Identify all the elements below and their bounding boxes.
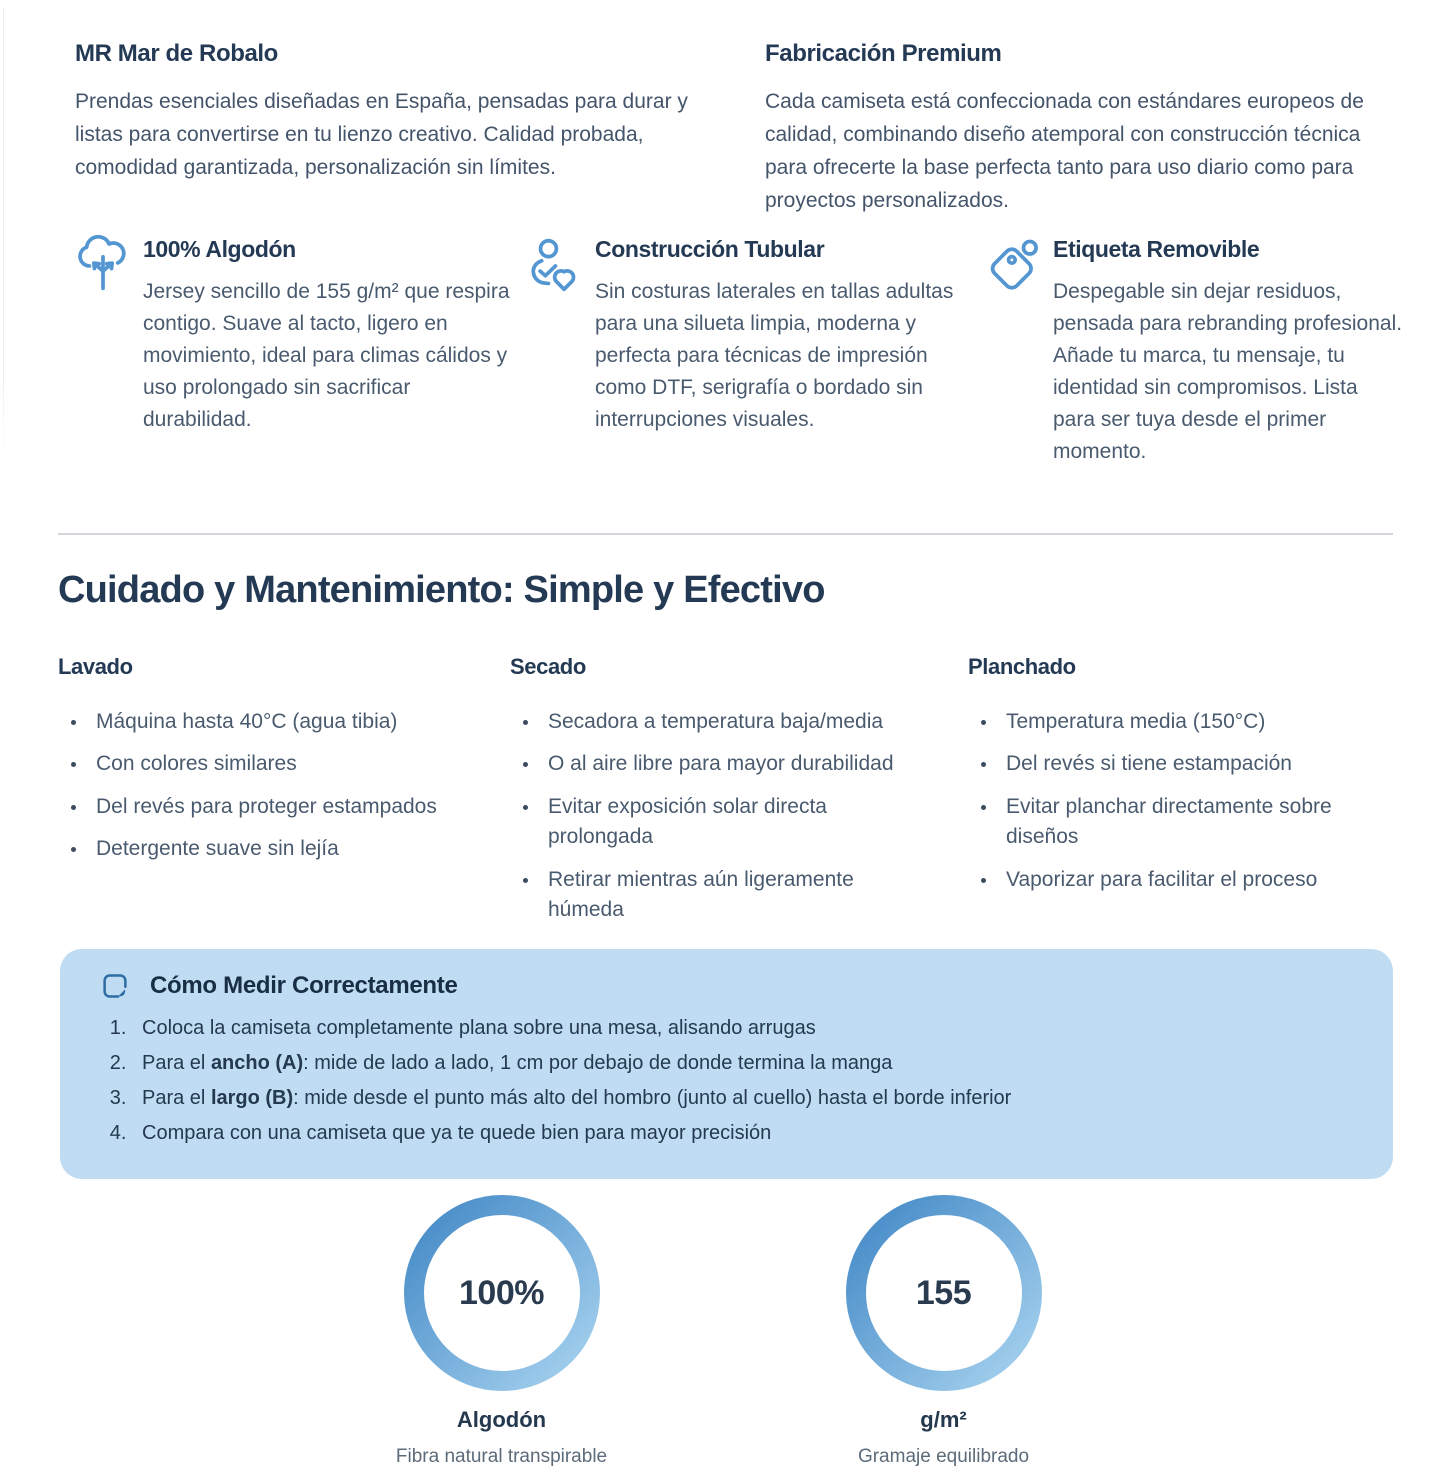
page-edge-divider xyxy=(3,8,4,460)
feature-cotton-title: 100% Algodón xyxy=(143,236,296,263)
care-column-planchado xyxy=(968,654,1445,937)
list-item: • Del revés si tiene estampación xyxy=(998,749,1388,779)
feature-label-body: Despegable sin dejar residuos, pensada para rebranding profesional. Añade tu marca, tu mensaje, tu identidad sin compromisos. Lista para ser tuya desde el primer momento. xyxy=(1053,280,1403,463)
care-columns xyxy=(0,654,1445,937)
list-item: • Evitar exposición solar directa prolongada xyxy=(540,792,930,853)
list-item: • Vaporizar para facilitar el proceso xyxy=(998,865,1388,895)
cotton-stat-label: Algodón xyxy=(456,1407,547,1433)
list-item: • Retirar mientras aún ligeramente húmeda xyxy=(540,865,930,926)
list-item: 1. Coloca la camiseta completamente plana sobre una mesa, alisando arrugas xyxy=(132,1015,1353,1042)
cotton-plant-icon xyxy=(75,237,131,299)
price-tag-icon xyxy=(985,237,1041,299)
cotton-stat-sublabel: Fibra natural transpirable xyxy=(395,1446,608,1468)
list-item: • Temperatura media (150°C) xyxy=(998,707,1388,737)
intro-section xyxy=(0,40,1445,217)
feature-cotton xyxy=(75,235,527,467)
care-lavado-title: Lavado xyxy=(58,654,133,680)
care-planchado-title: Planchado xyxy=(968,654,1076,680)
care-secado-title: Secado xyxy=(510,654,586,680)
feature-label-text xyxy=(1053,235,1405,467)
measure-title: Cómo Medir Correctamente xyxy=(150,972,458,1000)
care-section-title: Cuidado y Mantenimiento: Simple y Efectivo xyxy=(58,568,825,611)
feature-tubular-text xyxy=(595,235,967,435)
list-item: 2. Para el ancho (A): mide de lado a lado, 1 cm por debajo de donde termina la manga xyxy=(132,1050,1353,1077)
section-divider xyxy=(58,533,1393,535)
premium-description: Cada camiseta está confeccionada con estándares europeos de calidad, combinando diseño atemporal con construcción técnica para ofrecerte la base perfecta tanto para uso diario como para proyectos personalizados. xyxy=(765,89,1364,213)
feature-label xyxy=(985,235,1405,467)
feature-tubular-body: Sin costuras laterales en tallas adultas para una silueta limpia, moderna y perfecta para técnicas de impresión como DTF, serigrafía o bordado sin interrupciones visuales. xyxy=(595,280,954,431)
care-lavado-list xyxy=(58,707,478,865)
care-column-lavado xyxy=(58,654,510,937)
note-ruler-icon xyxy=(100,971,130,1001)
features-row xyxy=(0,235,1445,467)
list-item: 4. Compara con una camiseta que ya te quede bien para mayor precisión xyxy=(132,1120,1353,1147)
brand-title: MR Mar de Robalo xyxy=(75,40,278,67)
intro-premium-column xyxy=(765,40,1395,217)
care-planchado-list xyxy=(968,707,1388,895)
list-item: • Máquina hasta 40°C (agua tibia) xyxy=(88,707,478,737)
list-item: • Con colores similares xyxy=(88,749,478,779)
list-item: • Evitar planchar directamente sobre diseños xyxy=(998,792,1388,853)
measure-callout xyxy=(60,949,1393,1179)
stats-row xyxy=(0,1195,1445,1468)
list-item: • Detergente suave sin lejía xyxy=(88,834,478,864)
brand-description: Prendas esenciales diseñadas en España, pensadas para durar y listas para convertirse en tu lienzo creativo. Calidad probada, comodidad garantizada, personalización sin límites. xyxy=(75,89,688,180)
care-column-secado xyxy=(510,654,968,937)
measure-header xyxy=(100,971,1353,1001)
list-item: • O al aire libre para mayor durabilidad xyxy=(540,749,930,779)
weight-stat-label: g/m² xyxy=(920,1407,967,1433)
weight-ring-value: 155 xyxy=(915,1273,972,1312)
stat-weight xyxy=(814,1195,1074,1468)
feature-cotton-body: Jersey sencillo de 155 g/m² que respira contigo. Suave al tacto, ligero en movimiento, ideal para climas cálidos y uso prolongado sin sacrificar durabilidad. xyxy=(143,280,510,431)
feature-tubular xyxy=(527,235,985,467)
intro-brand-column xyxy=(75,40,715,217)
feature-label-title: Etiqueta Removible xyxy=(1053,236,1260,263)
stat-cotton xyxy=(372,1195,632,1468)
list-item: • Secadora a temperatura baja/media xyxy=(540,707,930,737)
premium-title: Fabricación Premium xyxy=(765,40,1002,67)
cotton-ring-value: 100% xyxy=(459,1273,544,1312)
list-item: 3. Para el largo (B): mide desde el punto más alto del hombro (junto al cuello) hasta el borde inferior xyxy=(132,1085,1353,1112)
feature-cotton-text xyxy=(143,235,515,435)
cotton-progress-ring xyxy=(404,1195,600,1391)
care-secado-list xyxy=(510,707,930,926)
list-item: • Del revés para proteger estampados xyxy=(88,792,478,822)
measure-steps-list xyxy=(100,1015,1353,1147)
person-heart-icon xyxy=(527,237,583,299)
weight-stat-sublabel: Gramaje equilibrado xyxy=(857,1446,1030,1468)
feature-tubular-title: Construcción Tubular xyxy=(595,236,825,263)
weight-progress-ring xyxy=(846,1195,1042,1391)
